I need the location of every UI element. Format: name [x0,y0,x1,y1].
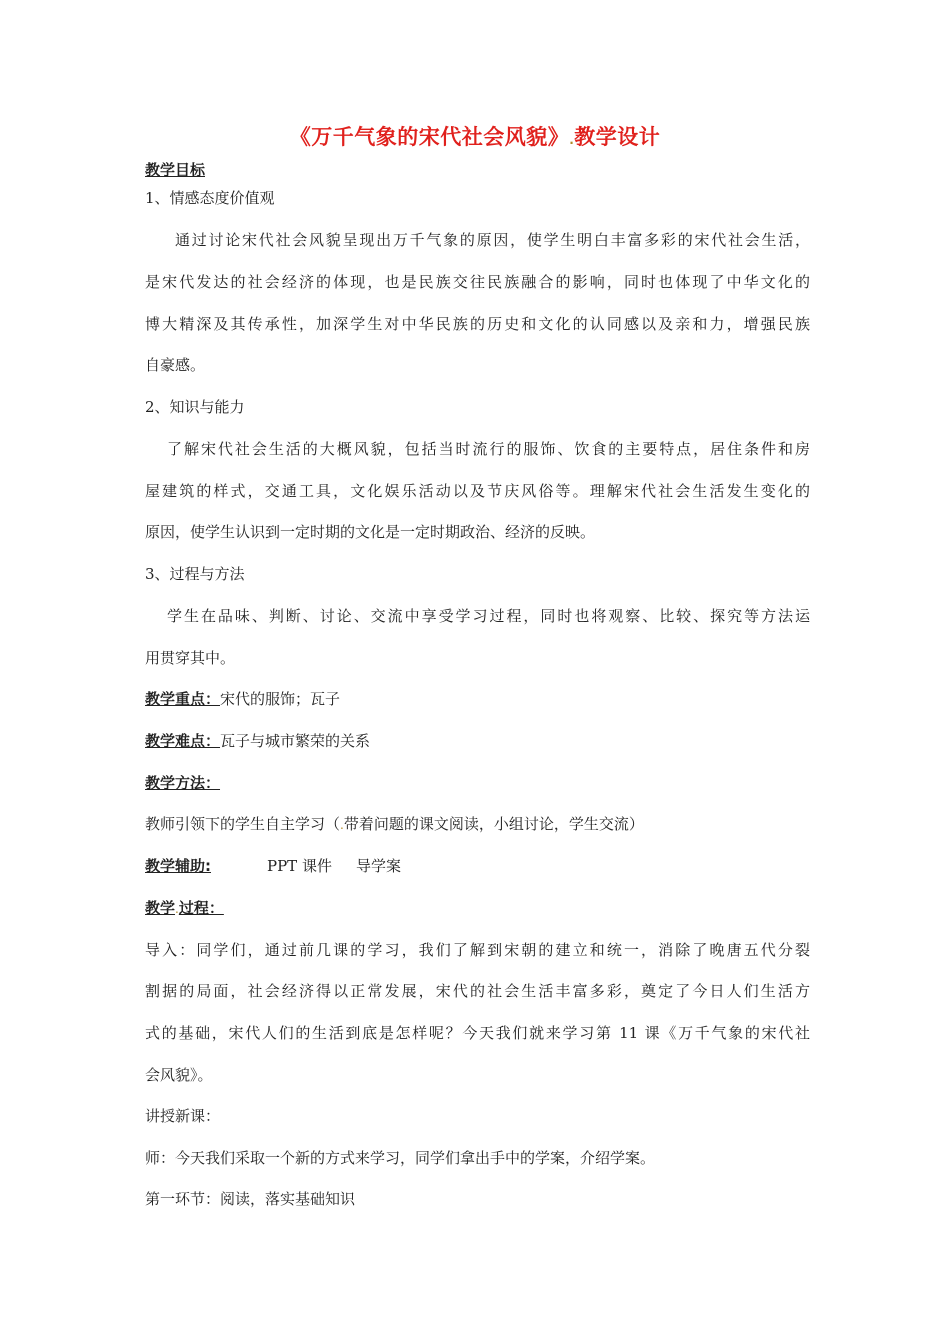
intro-line-1: 导入：同学们，通过前几课的学习，我们了解到宋朝的建立和统一，消除了晚唐五代分裂 [145,941,810,959]
s2-line-3: 原因，使学生认识到一定时期的文化是一定时期政治、经济的反映。 [145,523,596,541]
s2-line-2: 屋建筑的样式，交通工具，文化娱乐活动以及节庆风俗等。理解宋代社会生活发生变化的 [145,482,810,500]
method-text [145,814,810,835]
s1-line-1: 通过讨论宋代社会风貌呈现出万千气象的原因，使学生明白丰富多彩的宋代社会生活， [175,231,810,249]
intro-line-3: 式的基础，宋代人们的生活到底是怎样呢？今天我们就来学习第 11 课《万千气象的宋代社 [145,1024,810,1042]
step1-line: 第一环节：阅读，落实基础知识 [145,1190,356,1208]
document-title [0,121,950,151]
method-text-a: 教师引领下的学生自主学习（ [145,815,341,833]
section1-heading: 1、情感态度价值观 [145,189,275,207]
method-heading [145,773,810,793]
process-heading [145,898,810,919]
method-text-b: 带着问题的课文阅读，小组讨论，学生交流） [343,815,644,833]
method-label: 教学方法： [145,774,221,792]
difficult-points-text: 瓦子与城市繁荣的关系 [220,732,371,750]
key-points-row [145,689,810,709]
process-label-a: 教学 [145,899,176,917]
aid-ppt: PPT 课件 [267,857,332,875]
difficult-points-label: 教学难点： [145,732,221,750]
teacher-line: 师：今天我们采取一个新的方式来学习，同学们拿出手中的学案，介绍学案。 [145,1149,656,1167]
goals-heading: 教学目标 [145,161,206,179]
aid-guide: 导学案 [355,857,401,875]
s1-line-3: 博大精深及其传承性，加深学生对中华民族的历史和文化的认同感以及亲和力，增强民族 [145,315,810,333]
lecture-heading: 讲授新课： [145,1107,221,1125]
key-points-label: 教学重点： [145,690,221,708]
s3-line-1: 学生在品味、判断、讨论、交流中享受学习过程，同时也将观察、比较、探究等方法运 [167,607,810,625]
aids-label: 教学辅助: [145,857,211,875]
intro-line-2: 割据的局面，社会经济得以正常发展，宋代的社会生活丰富多彩，奠定了今日人们生活方 [145,982,810,1000]
title-suffix: 教学设计 [574,125,661,149]
s1-line-4: 自豪感。 [145,356,206,374]
s2-line-1: 了解宋代社会生活的大概风貌，包括当时流行的服饰、饮食的主要特点，居住条件和房 [167,440,810,458]
process-dot: . [175,902,179,916]
aids-row [145,856,810,876]
difficult-points-row [145,731,810,751]
s3-line-2: 用贯穿其中。 [145,649,236,667]
process-label-b: 过程： [178,899,224,917]
title-text: 《万千气象的宋代社会风貌》 [289,125,570,149]
key-points-text: 宋代的服饰；瓦子 [220,690,341,708]
title-dot: . [569,133,575,147]
method-dot: . [340,818,344,832]
section3-heading: 3、过程与方法 [145,565,245,583]
s1-line-2: 是宋代发达的社会经济的体现，也是民族交往民族融合的影响，同时也体现了中华文化的 [145,273,810,291]
intro-line-4: 会风貌》。 [145,1066,213,1084]
section2-heading: 2、知识与能力 [145,398,245,416]
